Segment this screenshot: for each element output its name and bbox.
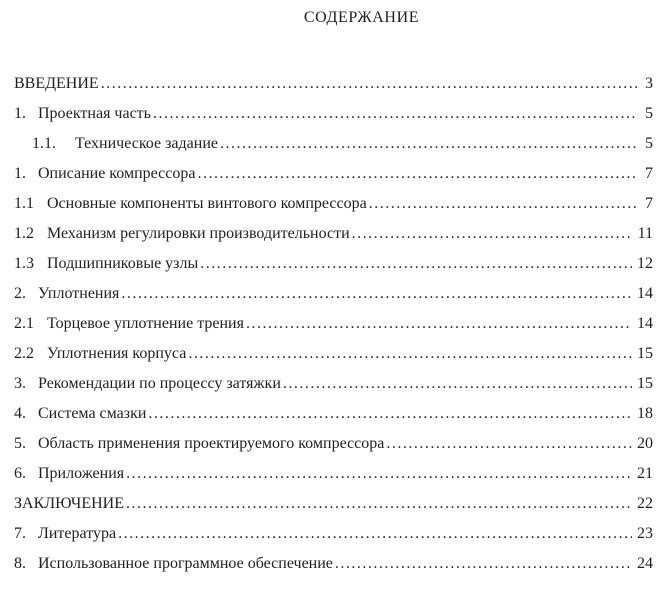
toc-entry[interactable] bbox=[14, 369, 653, 399]
dot-leader bbox=[118, 519, 632, 549]
toc-entry-page-number: 7 bbox=[645, 165, 653, 182]
toc-entry-label: Торцевое уплотнение трения bbox=[47, 315, 244, 332]
toc-entry-number: 5. bbox=[14, 435, 26, 452]
dot-leader bbox=[188, 339, 632, 369]
toc-entry-page-number: 22 bbox=[637, 495, 653, 512]
toc-entry-page-number: 5 bbox=[645, 105, 653, 122]
dot-leader bbox=[197, 159, 638, 189]
toc-entry[interactable] bbox=[14, 549, 653, 579]
toc-entry-label: ЗАКЛЮЧЕНИЕ bbox=[14, 495, 124, 512]
dot-leader bbox=[121, 279, 632, 309]
toc-entry-label: Проектная часть bbox=[38, 105, 151, 122]
toc-entry[interactable] bbox=[14, 519, 653, 549]
toc-entry[interactable] bbox=[14, 189, 653, 219]
toc-entry-label: Рекомендации по процессу затяжки bbox=[38, 375, 281, 392]
toc-entry-page-number: 3 bbox=[645, 75, 653, 92]
toc-entry-page-number: 7 bbox=[645, 195, 653, 212]
dot-leader bbox=[148, 399, 632, 429]
toc-entry-page-number: 14 bbox=[637, 315, 653, 332]
toc-entry-label: Описание компрессора bbox=[38, 165, 196, 182]
toc-entry-number: 1. bbox=[14, 105, 26, 122]
toc-entry-page-number: 15 bbox=[637, 345, 653, 362]
dot-leader bbox=[335, 549, 632, 579]
toc-entry[interactable] bbox=[14, 129, 653, 159]
toc-entry-page-number: 11 bbox=[637, 225, 653, 242]
toc-entry-page-number: 15 bbox=[637, 375, 653, 392]
toc-entry-number: 1.1 bbox=[14, 195, 34, 212]
toc-entry-page-number: 5 bbox=[645, 135, 653, 152]
page-title: СОДЕРЖАНИЕ bbox=[303, 9, 420, 26]
table-of-contents bbox=[14, 69, 653, 579]
toc-entry-label: Механизм регулировки производительности bbox=[47, 225, 350, 242]
toc-entry-page-number: 14 bbox=[637, 285, 653, 302]
toc-entry[interactable] bbox=[14, 339, 653, 369]
toc-entry-page-number: 23 bbox=[637, 525, 653, 542]
dot-leader bbox=[126, 459, 632, 489]
toc-entry-label: Уплотнения bbox=[38, 285, 120, 302]
toc-entry-label: Использованное программное обеспечение bbox=[38, 555, 333, 572]
toc-entry[interactable] bbox=[14, 69, 653, 99]
toc-entry-number: 1.1. bbox=[32, 135, 56, 152]
toc-entry-number: 7. bbox=[14, 525, 26, 542]
toc-entry-label: ВВЕДЕНИЕ bbox=[14, 75, 99, 92]
toc-entry-page-number: 12 bbox=[637, 255, 653, 272]
toc-entry-number: 1.2 bbox=[14, 225, 34, 242]
toc-entry[interactable] bbox=[14, 429, 653, 459]
toc-entry-number: 3. bbox=[14, 375, 26, 392]
toc-entry[interactable] bbox=[14, 219, 653, 249]
toc-entry-page-number: 24 bbox=[637, 555, 653, 572]
dot-leader bbox=[352, 219, 633, 249]
dot-leader bbox=[153, 99, 638, 129]
toc-entry[interactable] bbox=[14, 399, 653, 429]
toc-entry-label: Система смазки bbox=[38, 405, 147, 422]
toc-entry-label: Литература bbox=[38, 525, 117, 542]
toc-entry-page-number: 18 bbox=[637, 405, 653, 422]
dot-leader bbox=[283, 369, 632, 399]
dot-leader bbox=[386, 429, 632, 459]
toc-entry-label: Уплотнения корпуса bbox=[47, 345, 187, 362]
toc-entry-number: 4. bbox=[14, 405, 26, 422]
toc-entry-number: 2.2 bbox=[14, 345, 34, 362]
toc-entry-number: 1. bbox=[14, 165, 26, 182]
toc-entry-label: Подшипниковые узлы bbox=[47, 255, 199, 272]
toc-entry-number: 1.3 bbox=[14, 255, 34, 272]
toc-entry-number: 2.1 bbox=[14, 315, 34, 332]
toc-entry-label: Основные компоненты винтового компрессора bbox=[47, 195, 367, 212]
toc-entry[interactable] bbox=[14, 489, 653, 519]
toc-entry-number: 2. bbox=[14, 285, 26, 302]
toc-entry[interactable] bbox=[14, 279, 653, 309]
toc-entry-page-number: 20 bbox=[637, 435, 653, 452]
dot-leader bbox=[200, 249, 632, 279]
toc-entry[interactable] bbox=[14, 309, 653, 339]
toc-entry[interactable] bbox=[14, 459, 653, 489]
toc-entry[interactable] bbox=[14, 99, 653, 129]
toc-entry-label: Область применения проектируемого компрессора bbox=[38, 435, 385, 452]
toc-entry[interactable] bbox=[14, 249, 653, 279]
toc-entry-label: Приложения bbox=[38, 465, 125, 482]
dot-leader bbox=[220, 129, 638, 159]
dot-leader bbox=[126, 489, 632, 519]
toc-entry[interactable] bbox=[14, 159, 653, 189]
toc-entry-number: 6. bbox=[14, 465, 26, 482]
dot-leader bbox=[246, 309, 632, 339]
dot-leader bbox=[101, 69, 638, 99]
toc-entry-number: 8. bbox=[14, 555, 26, 572]
toc-entry-label: Техническое задание bbox=[75, 135, 218, 152]
dot-leader bbox=[369, 189, 638, 219]
toc-entry-page-number: 21 bbox=[637, 465, 653, 482]
